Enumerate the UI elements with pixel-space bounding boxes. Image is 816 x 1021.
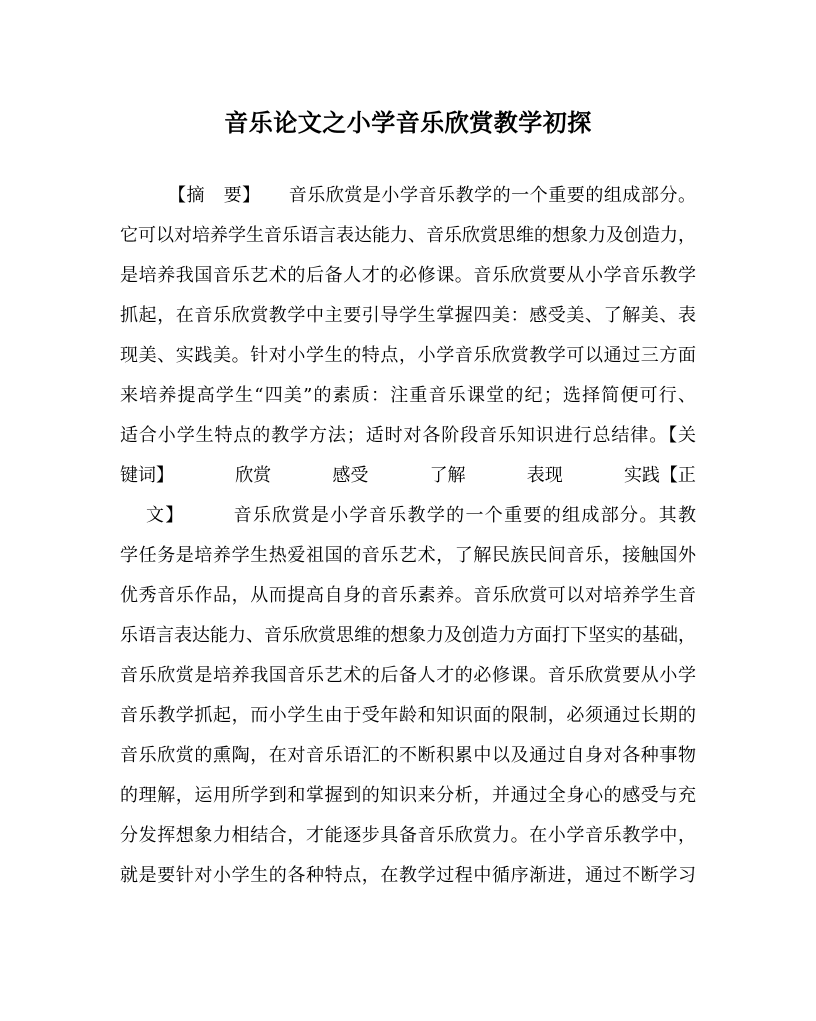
keyword-item: 了解	[429, 465, 466, 486]
body-line-3: 优秀音乐作品，从而提高自身的音乐素养。音乐欣赏可以对培养学生音	[120, 585, 696, 606]
abstract-line-4: 抓起，在音乐欣赏教学中主要引导学生掌握四美：感受美、了解美、表	[120, 305, 696, 326]
abstract-line-3: 是培养我国音乐艺术的后备人才的必修课。音乐欣赏要从小学音乐教学	[120, 265, 696, 286]
body-line-2: 学任务是培养学生热爱祖国的音乐艺术，了解民族民间音乐，接触国外	[120, 545, 696, 566]
body-line-10: 就是要针对小学生的各种特点，在教学过程中循序渐进，通过不断学习	[120, 865, 696, 886]
body-line-5: 音乐欣赏是培养我国音乐艺术的后备人才的必修课。音乐欣赏要从小学	[120, 665, 696, 686]
body-line-4: 乐语言表达能力、音乐欣赏思维的想象力及创造力方面打下坚实的基础，	[120, 625, 696, 646]
keywords-line	[120, 461, 696, 491]
keyword-item: 感受	[332, 465, 369, 486]
keyword-item: 欣赏	[235, 465, 272, 486]
keyword-item-and-body-label: 实践【正	[623, 465, 696, 486]
body-line-6: 音乐教学抓起，而小学生由于受年龄和知识面的限制，必须通过长期的	[120, 705, 696, 726]
abstract-line-7: 适合小学生特点的教学方法；适时对各阶段音乐知识进行总结律。【关	[120, 425, 696, 446]
keyword-item: 表现	[526, 465, 563, 486]
body-line-8: 的理解，运用所学到和掌握到的知识来分析，并通过全身心的感受与充	[120, 785, 696, 806]
document-title: 音乐论文之小学音乐欣赏教学初探	[224, 108, 592, 137]
body-line-1: 文】 音乐欣赏是小学音乐教学的一个重要的组成部分。其教	[146, 505, 696, 526]
abstract-line-5: 现美、实践美。针对小学生的特点，小学音乐欣赏教学可以通过三方面	[120, 345, 696, 366]
keywords-label: 键词】	[120, 465, 174, 486]
body-line-7: 音乐欣赏的熏陶，在对音乐语汇的不断积累中以及通过自身对各种事物	[120, 745, 696, 766]
abstract-line-2: 它可以对培养学生音乐语言表达能力、音乐欣赏思维的想象力及创造力，	[120, 225, 696, 246]
abstract-line-1: 【摘 要】 音乐欣赏是小学音乐教学的一个重要的组成部分。	[168, 185, 696, 206]
abstract-line-6: 来培养提高学生“四美”的素质：注重音乐课堂的纪；选择简便可行、	[120, 385, 696, 406]
body-line-9: 分发挥想象力相结合，才能逐步具备音乐欣赏力。在小学音乐教学中，	[120, 825, 696, 846]
